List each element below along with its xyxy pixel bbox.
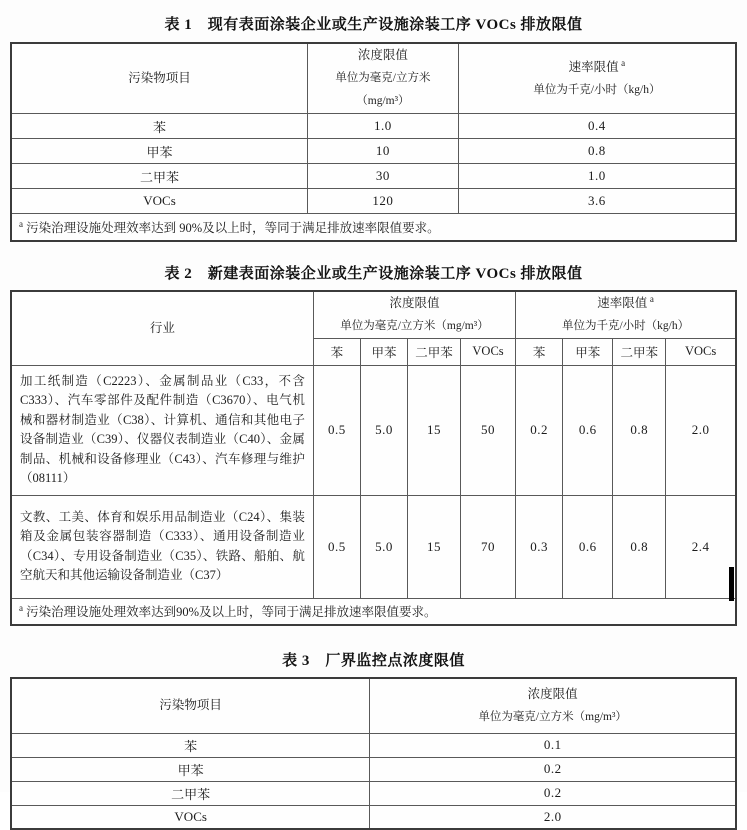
footnote-text: 污染治理设施处理效率达到 90%及以上时，等同于满足排放速率限值要求。: [26, 220, 440, 235]
header-unit: 单位为千克/小时（kg/h）: [533, 83, 661, 96]
header-unit: 单位为毫克/立方米（mg/m³）: [335, 72, 431, 107]
table3-row-benzene: [11, 733, 736, 757]
table1-row-vocs: [11, 189, 736, 214]
header-unit: 单位为毫克/立方米（mg/m³）: [340, 319, 489, 332]
table3: [10, 677, 737, 830]
industry-list: 文教、工美、体育和娱乐用品制造业（C24）、集装箱及金属包装容器制造（C333）、通用设备制造业（C34）、专用设备制造业（C35）、铁路、船舶、航空航天和其他运输设备制造业（C37）: [11, 495, 313, 598]
concentration-value: 10: [308, 139, 459, 164]
subcol-xylene: 二甲苯: [613, 338, 666, 365]
subcol-xylene: 二甲苯: [408, 338, 461, 365]
rate-value: 0.4: [458, 114, 736, 139]
subcol-toluene: 甲苯: [360, 338, 407, 365]
table2: [10, 290, 737, 627]
table3-header-pollutant: [11, 678, 370, 733]
concentration-value: 0.1: [370, 733, 736, 757]
value-cell: 0.3: [516, 495, 563, 598]
subcol-benzene: 苯: [516, 338, 563, 365]
concentration-value: 30: [308, 164, 459, 189]
rate-value: 0.8: [458, 139, 736, 164]
table3-row-vocs: [11, 805, 736, 829]
table1-header-rate: [458, 43, 736, 114]
table2-title: 表 2 新建表面涂装企业或生产设施涂装工序 VOCs 排放限值: [164, 265, 583, 282]
industry-list: 加工纸制造（C2223）、金属制品业（C33，不含C333）、汽车零部件及配件制造（C3670）、电气机械和器材制造业（C38）、计算机、通信和其他电子设备制造业（C39）、仪器仪表制造业（C40）、金属制品、机械和设备修理业（C43）、汽车修理与维护（08111）: [11, 365, 313, 495]
table1-header-concentration: [308, 43, 459, 114]
subcol-vocs: VOCs: [666, 338, 736, 365]
value-cell: 5.0: [360, 495, 407, 598]
table2-header-concentration: [313, 291, 515, 339]
pollutant-name: 苯: [11, 733, 370, 757]
subcol-toluene: 甲苯: [563, 338, 613, 365]
table1-row-xylene: [11, 164, 736, 189]
pollutant-name: 二甲苯: [11, 164, 308, 189]
table1-header-pollutant: [11, 43, 308, 114]
value-cell: 0.5: [313, 495, 360, 598]
header-label-text: 速率限值: [597, 295, 648, 310]
table1-footnote-row: [11, 214, 736, 241]
header-unit: 单位为毫克/立方米（mg/m³）: [478, 710, 627, 723]
table2-row-industry-group2: [11, 495, 736, 598]
footnote-marker-a: a: [19, 603, 23, 614]
table1-title: 表 1 现有表面涂装企业或生产设施涂装工序 VOCs 排放限值: [164, 17, 583, 33]
value-cell: 2.0: [666, 365, 736, 495]
value-cell: 15: [408, 495, 461, 598]
value-cell: 5.0: [360, 365, 407, 495]
table3-row-xylene: [11, 781, 736, 805]
table3-row-toluene: [11, 757, 736, 781]
header-label: 污染物项目: [159, 698, 222, 713]
footnote-ref-a: a: [649, 293, 654, 304]
concentration-value: 0.2: [370, 781, 736, 805]
header-label: 行业: [149, 320, 175, 335]
header-unit: 单位为千克/小时（kg/h）: [561, 319, 690, 332]
value-cell: 70: [461, 495, 516, 598]
rate-value: 3.6: [458, 189, 736, 214]
table3-header-row: [11, 678, 736, 733]
header-label-text: 速率限值: [568, 59, 619, 74]
footnote-marker-a: a: [19, 218, 23, 229]
pollutant-name: VOCs: [11, 189, 308, 214]
concentration-value: 0.2: [370, 757, 736, 781]
header-label: [520, 292, 731, 315]
concentration-value: 2.0: [370, 805, 736, 829]
table3-title: 表 3 厂界监控点浓度限值: [282, 653, 465, 669]
footnote-ref-a: a: [621, 57, 626, 68]
value-cell: 0.6: [563, 365, 613, 495]
value-cell: 0.8: [613, 365, 666, 495]
value-cell: 15: [408, 365, 461, 495]
table2-group-header-row: [11, 291, 736, 339]
value-cell: 2.4: [666, 495, 736, 598]
value-cell: 50: [461, 365, 516, 495]
table3-header-concentration: [370, 678, 736, 733]
header-label: 浓度限值: [527, 686, 578, 701]
table2-header-industry: [11, 291, 313, 366]
table1-row-toluene: [11, 139, 736, 164]
table2-footnote: [11, 598, 736, 625]
table1: [10, 42, 737, 242]
header-label: [463, 56, 731, 79]
pollutant-name: VOCs: [11, 805, 370, 829]
pollutant-name: 苯: [11, 114, 308, 139]
rate-value: 1.0: [458, 164, 736, 189]
pollutant-name: 甲苯: [11, 139, 308, 164]
table2-row-industry-group1: [11, 365, 736, 495]
footnote-text: 污染治理设施处理效率达到90%及以上时，等同于满足排放速率限值要求。: [26, 605, 437, 620]
pollutant-name: 甲苯: [11, 757, 370, 781]
value-cell: 0.6: [563, 495, 613, 598]
table1-footnote: [11, 214, 736, 241]
header-label: 污染物项目: [128, 71, 191, 85]
header-label: 浓度限值: [357, 48, 408, 62]
value-cell: 0.2: [516, 365, 563, 495]
subcol-benzene: 苯: [313, 338, 360, 365]
table1-row-benzene: [11, 114, 736, 139]
header-label: 浓度限值: [389, 295, 440, 310]
subcol-vocs: VOCs: [461, 338, 516, 365]
value-cell: 0.8: [613, 495, 666, 598]
pollutant-name: 二甲苯: [11, 781, 370, 805]
scan-artifact-mark: [729, 567, 734, 601]
table2-header-rate: [516, 291, 736, 339]
concentration-value: 120: [308, 189, 459, 214]
table1-header-row: [11, 43, 736, 114]
concentration-value: 1.0: [308, 114, 459, 139]
table2-footnote-row: [11, 598, 736, 625]
value-cell: 0.5: [313, 365, 360, 495]
